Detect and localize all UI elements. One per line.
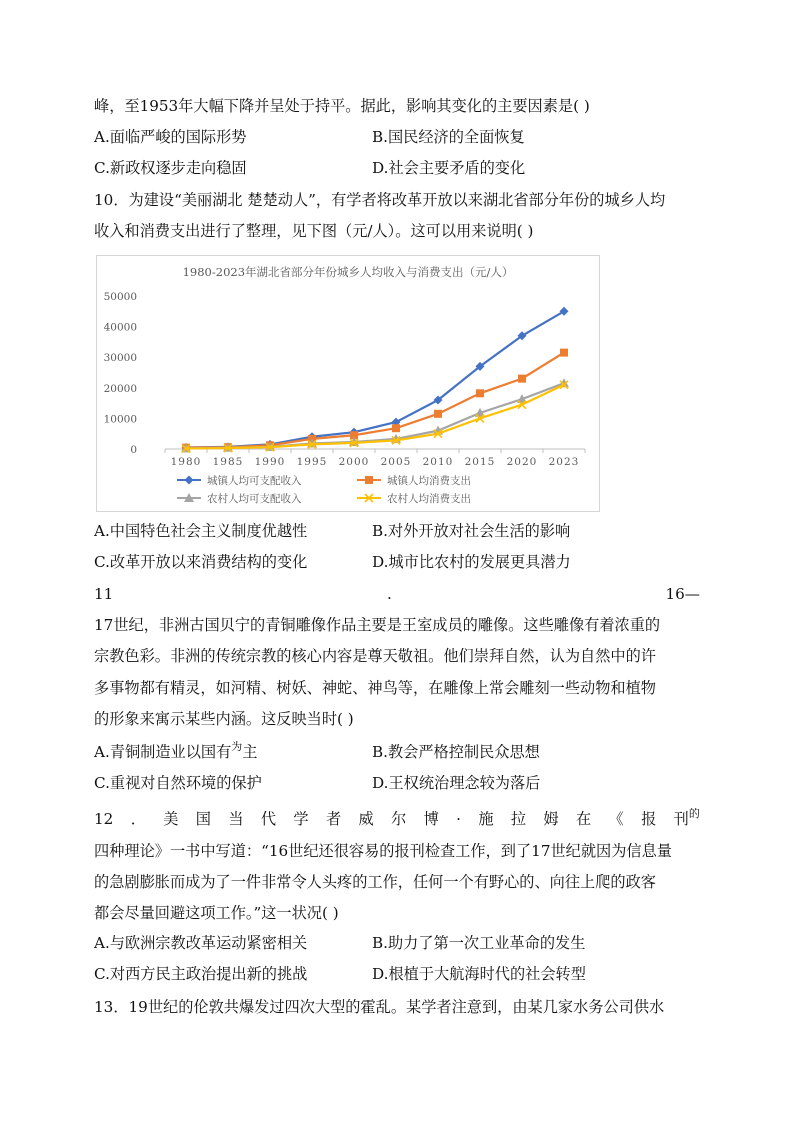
data-point xyxy=(518,375,526,383)
q11-century: 16— xyxy=(665,585,700,603)
y-axis xyxy=(104,291,137,456)
x-tick-label: 1990 xyxy=(254,456,286,468)
legend-label: 农村人均可支配收入 xyxy=(207,493,302,505)
data-point xyxy=(560,349,568,357)
legend-item xyxy=(357,492,471,505)
legend-item xyxy=(177,474,302,487)
legend xyxy=(177,474,471,505)
q11-stem-line5: 的形象来寓示某些内涵。这反映当时( ) xyxy=(94,710,354,728)
y-tick-label: 30000 xyxy=(103,352,137,365)
y-tick-label: 50000 xyxy=(103,291,137,303)
q10-option-a[interactable]: A.中国特色社会主义制度优越性 xyxy=(94,522,308,540)
q10-chart xyxy=(96,255,600,512)
y-tick-label: 10000 xyxy=(103,413,137,426)
q12-option-c[interactable]: C.对西方民主政治提出新的挑战 xyxy=(94,965,308,983)
q10-option-d[interactable]: D.城市比农村的发展更具潜力 xyxy=(372,553,571,571)
x-tick-label: 2005 xyxy=(380,456,412,468)
data-point xyxy=(365,476,373,484)
q12-stem-line3: 的急剧膨胀而成为了一件非常令人头疼的工作，任何一个有野心的、向往上爬的政客 xyxy=(94,873,656,891)
q12-option-d[interactable]: D.根植于大航海时代的社会转型 xyxy=(372,965,586,983)
q9-option-a[interactable]: A.面临严峻的国际形势 xyxy=(94,128,247,146)
data-point xyxy=(434,410,442,418)
q11-option-a-pre: A.青铜制造业以国有 xyxy=(94,743,232,761)
q9-option-d[interactable]: D.社会主要矛盾的变化 xyxy=(372,159,526,177)
q12-line1-char: 施 xyxy=(478,810,494,828)
q10-stem-line2: 收入和消费支出进行了整理，见下图（元/人）。这可以用来说明( ) xyxy=(94,222,534,240)
q10-stem-line1: 10．为建设“美丽湖北 楚楚动人”，有学者将改革开放以来湖北省部分年份的城乡人均 xyxy=(94,191,666,209)
data-point xyxy=(185,476,194,485)
x-tick-label: 2015 xyxy=(464,456,496,468)
q11-option-c[interactable]: C.重视对自然环境的保护 xyxy=(94,774,262,792)
legend-item xyxy=(357,474,471,487)
q12-line1-char: 当 xyxy=(228,810,244,828)
series-group xyxy=(181,307,569,453)
x-axis xyxy=(165,449,585,468)
q11-option-d[interactable]: D.王权统治理念较为落后 xyxy=(372,774,541,792)
q12-line1-char: 《 xyxy=(608,810,624,828)
q12-line1-char: 报 xyxy=(641,810,657,828)
legend-item xyxy=(177,492,302,505)
y-tick-label: 0 xyxy=(130,444,137,456)
q12-line1-char: ． xyxy=(130,810,146,828)
q11-option-a-post: 主 xyxy=(242,743,258,761)
q12-line1-char: 拉 xyxy=(510,810,527,828)
legend-label: 城镇人均可支配收入 xyxy=(207,475,302,487)
legend-label: 城镇人均消费支出 xyxy=(387,475,471,487)
y-tick-label: 20000 xyxy=(103,382,137,395)
q12-line1-char: 代 xyxy=(260,810,277,828)
q11-number: 11 xyxy=(94,585,114,603)
q12-line1-char: 美 xyxy=(163,810,179,828)
q12-stem-line4: 都会尽量回避这项工作。”这一状况( ) xyxy=(94,904,339,922)
x-tick-label: 2010 xyxy=(422,456,454,468)
series-line xyxy=(186,383,564,448)
q9-stem-end: 峰，至1953年大幅下降并呈处于持平。据此，影响其变化的主要因素是( ) xyxy=(94,97,590,115)
data-point xyxy=(560,307,569,316)
y-tick-label: 40000 xyxy=(103,321,137,334)
series-diamond xyxy=(182,307,569,452)
q9-option-c[interactable]: C.新政权逐步走向稳固 xyxy=(94,159,247,177)
q10-option-c[interactable]: C.改革开放以来消费结构的变化 xyxy=(94,553,308,571)
q11-dot: . xyxy=(386,585,392,603)
q12-line1-sup: 的 xyxy=(688,808,700,820)
q12-line1-char: · xyxy=(456,810,461,828)
q11-option-a[interactable] xyxy=(94,741,257,763)
x-tick-label: 2023 xyxy=(548,456,580,468)
chart-title: 1980-2023年湖北省部分年份城乡人均收入与消费支出（元/人） xyxy=(182,265,514,279)
x-tick-label: 1985 xyxy=(212,456,244,468)
line-chart xyxy=(97,256,599,511)
q12-line1-char: 威 xyxy=(358,810,374,828)
x-tick-label: 1980 xyxy=(170,456,202,468)
x-tick-label: 2020 xyxy=(506,456,538,468)
series-line xyxy=(186,311,564,447)
q12-line1-char: 姆 xyxy=(543,810,559,828)
q11-stem-line1 xyxy=(94,583,700,605)
series-line xyxy=(186,353,564,448)
q12-stem-line1 xyxy=(94,808,700,830)
q11-option-b[interactable]: B.教会严格控制民众思想 xyxy=(372,743,540,761)
data-point xyxy=(476,389,484,397)
q11-stem-line4: 多事物都有精灵，如河精、树妖、神蛇、神鸟等，在雕像上常会雕刻一些动物和植物 xyxy=(94,679,656,697)
q12-line1-char: 博 xyxy=(423,810,439,828)
q12-line1-char: 在 xyxy=(575,810,592,828)
q12-option-a[interactable]: A.与欧洲宗教改革运动紧密相关 xyxy=(94,934,308,952)
q11-option-a-sup: 为 xyxy=(231,740,243,753)
q12-stem-line2: 四种理论》一书中写道：“16世纪还很容易的报刊检查工作，到了17世纪就因为信息量 xyxy=(94,842,672,860)
q12-line1-char: 国 xyxy=(195,810,211,828)
q9-option-b[interactable]: B.国民经济的全面恢复 xyxy=(372,128,525,146)
x-tick-label: 2000 xyxy=(338,456,370,468)
data-point xyxy=(392,424,400,432)
series-x xyxy=(182,381,568,453)
legend-label: 农村人均消费支出 xyxy=(387,493,471,505)
q12-line1-char: 学 xyxy=(293,810,309,828)
q12-line1-char: 尔 xyxy=(391,810,407,828)
q10-option-b[interactable]: B.对外开放对社会生活的影响 xyxy=(372,522,571,540)
series-square xyxy=(182,349,568,452)
q12-option-b[interactable]: B.助力了第一次工业革命的发生 xyxy=(372,934,586,952)
q11-stem-line2: 17世纪，非洲古国贝宁的青铜雕像作品主要是王室成员的雕像。这些雕像有着浓重的 xyxy=(94,616,661,634)
q12-line1-char: 刊$^的$ xyxy=(673,808,700,828)
q11-stem-line3: 宗教色彩。非洲的传统宗教的核心内容是尊天敬祖。他们崇拜自然，认为自然中的许 xyxy=(94,647,656,665)
q13-stem-line1: 13．19世纪的伦敦共爆发过四次大型的霍乱。某学者注意到，由某几家水务公司供水 xyxy=(94,998,665,1016)
q12-line1-char: 者 xyxy=(325,810,342,828)
x-tick-label: 1995 xyxy=(296,456,328,468)
q12-line1-char: 12 xyxy=(94,810,114,828)
series-line xyxy=(186,385,564,449)
